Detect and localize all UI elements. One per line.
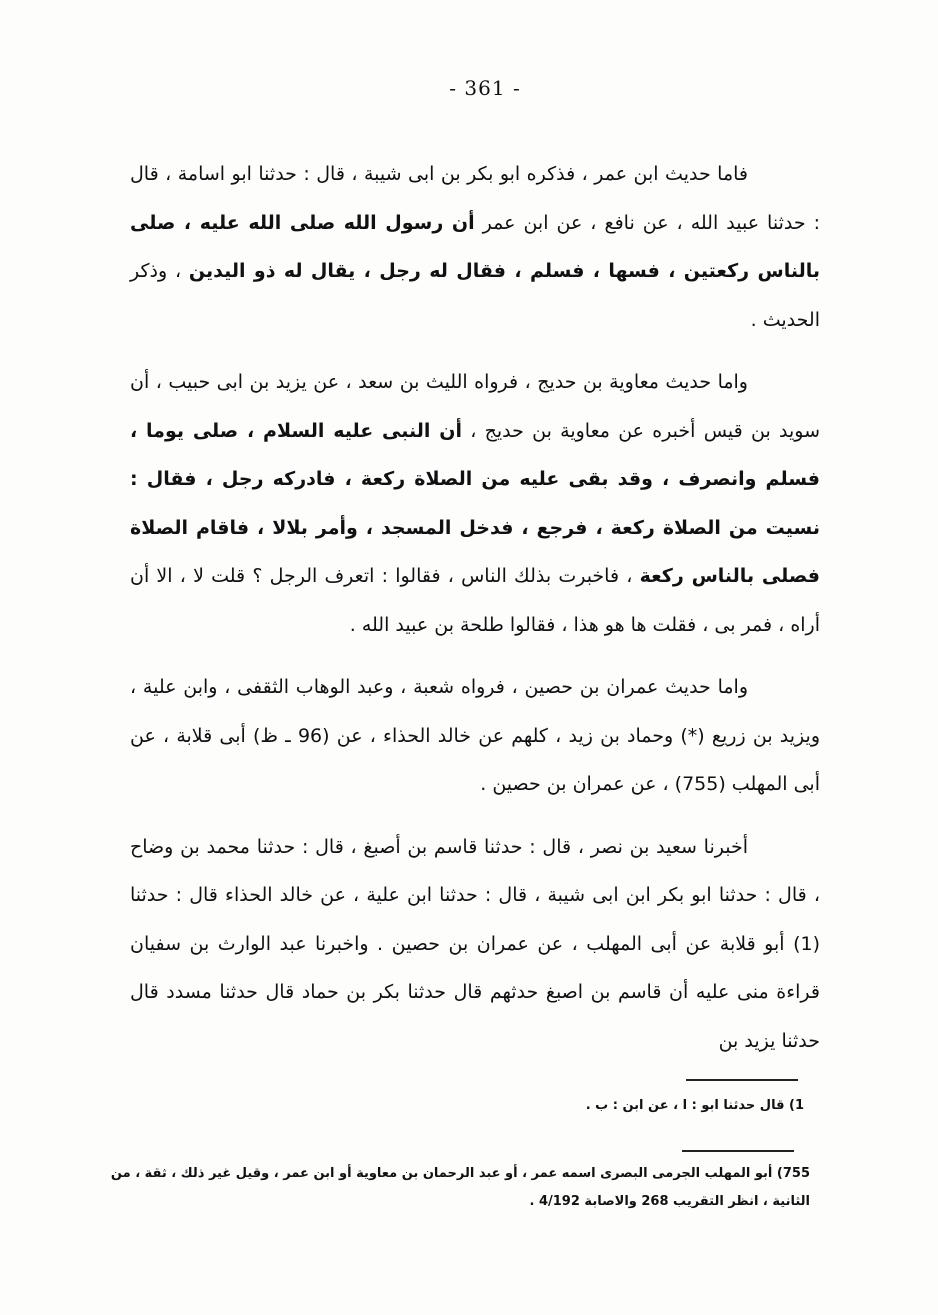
text-segment: فاما حديث ابن عمر ، فذكره ابو بكر بن ابى شيبة ، قال : حدثنا ابو اسامة ، قال : حدثنا عبيد الله ، عن نافع ، عن ابن عمر (130, 163, 820, 234)
page-number: - 361 - (449, 76, 521, 100)
footnote-755: 755) أبو المهلب الجرمى البصرى اسمه عمر ، أو عبد الرحمان بن معاوية أو ابن عمر ، وقيل غير ذلك ، ثقة ، من الثانية ، انظر التقريب 268 والاصابة 4/192 . (110, 1166, 810, 1209)
paragraph-imran (130, 663, 820, 809)
footnote-variant: 1) قال حدثنا ابو : ا ، عن ابن : ب . (585, 1098, 804, 1113)
text-segment: ، وذكر الحديث . (130, 260, 820, 331)
hadith-text-bold: أن رسول الله صلى الله عليه ، صلى بالناس ركعتين ، فسها ، فسلم ، فقال له رجل ، يقال له ذو اليدين (130, 211, 820, 282)
footnote-divider (682, 1150, 794, 1152)
paragraph-isnad (130, 823, 820, 1066)
text-segment: واما حديث معاوية بن حديج ، فرواه الليث بن سعد ، عن يزيد بن ابى حبيب ، أن سويد بن قيس أخبره عن معاوية بن حديج ، (130, 371, 820, 442)
paragraph-muawiya (130, 358, 820, 649)
main-text (130, 150, 820, 1079)
paragraph-ibn-umar (130, 150, 820, 344)
text-segment: ، فاخبرت بذلك الناس ، فقالوا : اتعرف الرجل ؟ قلت لا ، الا أن أراه ، فمر بى ، فقلت ها هو هذا ، فقالوا طلحة بن عبيد الله . (130, 565, 820, 636)
text-segment: أخبرنا سعيد بن نصر ، قال : حدثنا قاسم بن أصبغ ، قال : حدثنا محمد بن وضاح ، قال : حدثنا ابو بكر ابن ابى شيبة ، قال : حدثنا ابن علية ، عن خالد الحذاء قال : حدثنا (1) أبو قلابة عن أبى المهلب ، عن عمران بن حصين . واخبرنا عبد الوارث بن سفيان قراءة منى عليه أن قاسم بن اصبغ حدثهم قال حدثنا بكر بن حماد قال حدثنا مسدد قال حدثنا يزيد بن (130, 835, 820, 1052)
hadith-text-bold: أن النبى عليه السلام ، صلى يوما ، فسلم وانصرف ، وقد بقى عليه من الصلاة ركعة ، فادركه رجل ، فقال : نسيت من الصلاة ركعة ، فرجع ، فدخل المسجد ، وأمر بلالا ، فاقام الصلاة فصلى بالناس ركعة (130, 419, 820, 587)
footnote-divider (686, 1079, 798, 1081)
text-segment: واما حديث عمران بن حصين ، فرواه شعبة ، وعبد الوهاب الثقفى ، وابن علية ، ويزيد بن زريع (*) وحماد بن زيد ، كلهم عن خالد الحذاء ، عن (96 ـ ظ) أبى قلابة ، عن أبى المهلب (755) ، عن عمران بن حصين . (130, 676, 820, 795)
